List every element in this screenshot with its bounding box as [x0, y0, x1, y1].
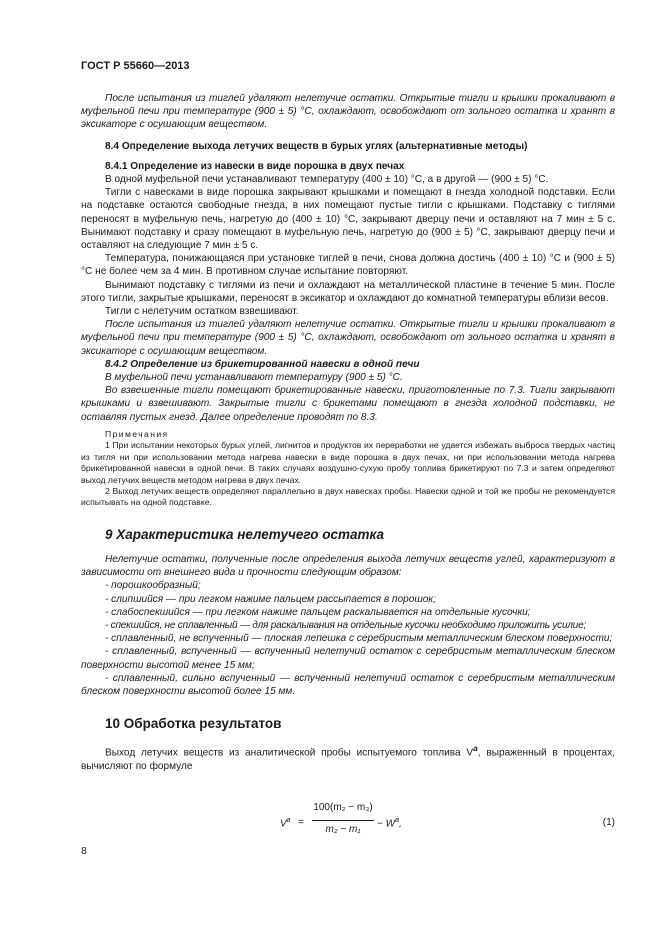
paragraph: Температура, понижающаяся при установке тиглей в печи, снова должна достичь (400 ± 10) °С и (900 ± 5) °С не более чем за 4 мин. В противном случае испытание повторяют.	[81, 253, 615, 278]
list-item: - сплавленный, вспученный — вспученный нелетучий остаток с серебристым металлическим блеском поверхности высотой менее 15 мм;	[81, 646, 615, 671]
paragraph: После испытания из тиглей удаляют нелетучие остатки. Открытые тигли и крышки прокаливают в муфельной печи при температуре (900 ± 5) °С, охлаждают, освобождают от зольного остатка и хранят в эксикаторе с осушающим веществом.	[81, 319, 615, 357]
paragraph	[81, 742, 615, 773]
list-item: - слипшийся — при легком нажиме пальцем рассыпается в порошок;	[105, 593, 436, 605]
formula-1	[280, 800, 615, 844]
formula-rhs	[377, 817, 402, 829]
formula-tail: ,	[398, 818, 402, 830]
list-item: - сплавленный, сильно вспученный — вспученный нелетучий остаток с серебристым металлическим блеском поверхности высотой более 15 мм.	[81, 672, 615, 697]
superscript: a	[473, 743, 478, 754]
formula-denominator: m₂ − m₁	[325, 824, 361, 835]
subsection-heading-8-4-2: 8.4.2 Определение из брикетированной навески в одной печи	[105, 358, 420, 370]
formula-numerator: 100(m₂ − m₃)	[313, 802, 373, 813]
formula-equals: =	[298, 817, 304, 828]
list-item: - сплавленный, не вспученный — плоская лепешка с серебристым металлическим блеском поверхности;	[105, 633, 613, 645]
section-heading-8-4: 8.4 Определение выхода летучих веществ в бурых углях (альтернативные методы)	[105, 140, 528, 152]
list-item: - порошкообразный;	[105, 580, 201, 592]
note-item: 1 При испытании некоторых бурых углей, лигнитов и продуктов их переработки не удается избежать выброса твердых частиц из тигля ни при использовании метода нагрева навески в виде порошка в двух печах, ни при использовании метода нагрева брикетированной навески в одной печи. В таких случаях воздушно-сухую пробу топлива брикетируют по 7.3 и затем определяют выход летучих веществ методом нагрева в двух печах.	[81, 440, 615, 485]
paragraph: Тигли с навесками в виде порошка закрывают крышками и помещают в гнезда холодной подставки. Если на подставке остаются свободные гнезда, в них помещают пустые тигли с крышками. Подставку с тиглями переносят в муфельную печь, нагретую до (400 ± 10) °С, закрывают дверцу печи и оставляют на 7 мин ± 5 с. Вынимают подставку и сразу помещают в муфельную печь, нагретую до (900 ± 5) °С, закрывают дверцу печи и оставляют на следующие 7 мин ± 5 с.	[81, 187, 615, 252]
text-run: , выраженный в процентах, вычисляют по формуле	[81, 747, 615, 772]
paragraph: Во взвешенные тигли помещают брикетированные навески, приготовленные по 7.3. Тигли закрывают крышками и взвешивают. Закрытые тигли с брикетами помещают в гнезда холодной подставки, не оставляя пустых гнезд. Далее определение проводят по 8.3.	[81, 385, 615, 423]
formula-lhs	[280, 817, 291, 829]
text-run: Выход летучих веществ из аналитической пробы испытуемого топлива V	[105, 747, 474, 759]
page-number: 8	[81, 845, 87, 857]
document-body	[81, 92, 615, 773]
formula-var: V	[280, 818, 287, 830]
paragraph: Нелетучие остатки, полученные после определения выхода летучих веществ углей, характеризуют в зависимости от внешнего вида и прочности следующим образом:	[81, 553, 615, 579]
section-heading-10: 10 Обработка результатов	[105, 716, 282, 732]
formula-sup: a	[286, 817, 291, 824]
fraction-bar	[312, 820, 374, 821]
notes-title: Примечания	[105, 428, 169, 439]
paragraph: Вынимают подставку с тиглями из печи и охлаждают на металлической пластине в течение 5 мин. После этого тигли, закрытые крышками, переносят в эксикатор и охлаждают до комнатной температуры вблизи весов.	[81, 279, 615, 304]
list-item: - слабоспекшийся — при легком нажиме пальцем раскалывается на отдельные кусочки;	[105, 606, 531, 618]
subsection-heading-8-4-1: 8.4.1 Определение из навески в виде порошка в двух печах	[105, 160, 405, 172]
document-code-header: ГОСТ Р 55660—2013	[81, 60, 190, 72]
section-heading-9: 9 Характеристика нелетучего остатка	[105, 526, 384, 542]
formula-var: − W	[377, 818, 396, 830]
paragraph: После испытания из тиглей удаляют нелетучие остатки. Открытые тигли и крышки прокаливают в муфельной печи при температуре (900 ± 5) °С, охлаждают, освобождают от зольного остатка и хранят в эксикаторе с осушающим веществом.	[81, 93, 615, 131]
formula-number: (1)	[602, 817, 615, 828]
paragraph: В одной муфельной печи устанавливают температуру (400 ± 10) °С, а в другой — (900 ± 5) °С.	[105, 174, 549, 186]
notes-block	[81, 429, 615, 509]
formula-sup: a	[395, 817, 399, 824]
paragraph: Тигли с нелетучим остатком взвешивают.	[105, 306, 299, 318]
list-item: - спекшийся, не сплавленный — для раскалывания на отдельные кусочки необходимо приложить усилие;	[105, 619, 587, 631]
paragraph: В муфельной печи устанавливают температуру (900 ± 5) °С.	[105, 372, 403, 384]
note-item: 2 Выход летучих веществ определяют параллельно в двух навесках пробы. Навески одной и той же пробы не рекомендуется испытывать на одной подставке.	[81, 485, 615, 508]
